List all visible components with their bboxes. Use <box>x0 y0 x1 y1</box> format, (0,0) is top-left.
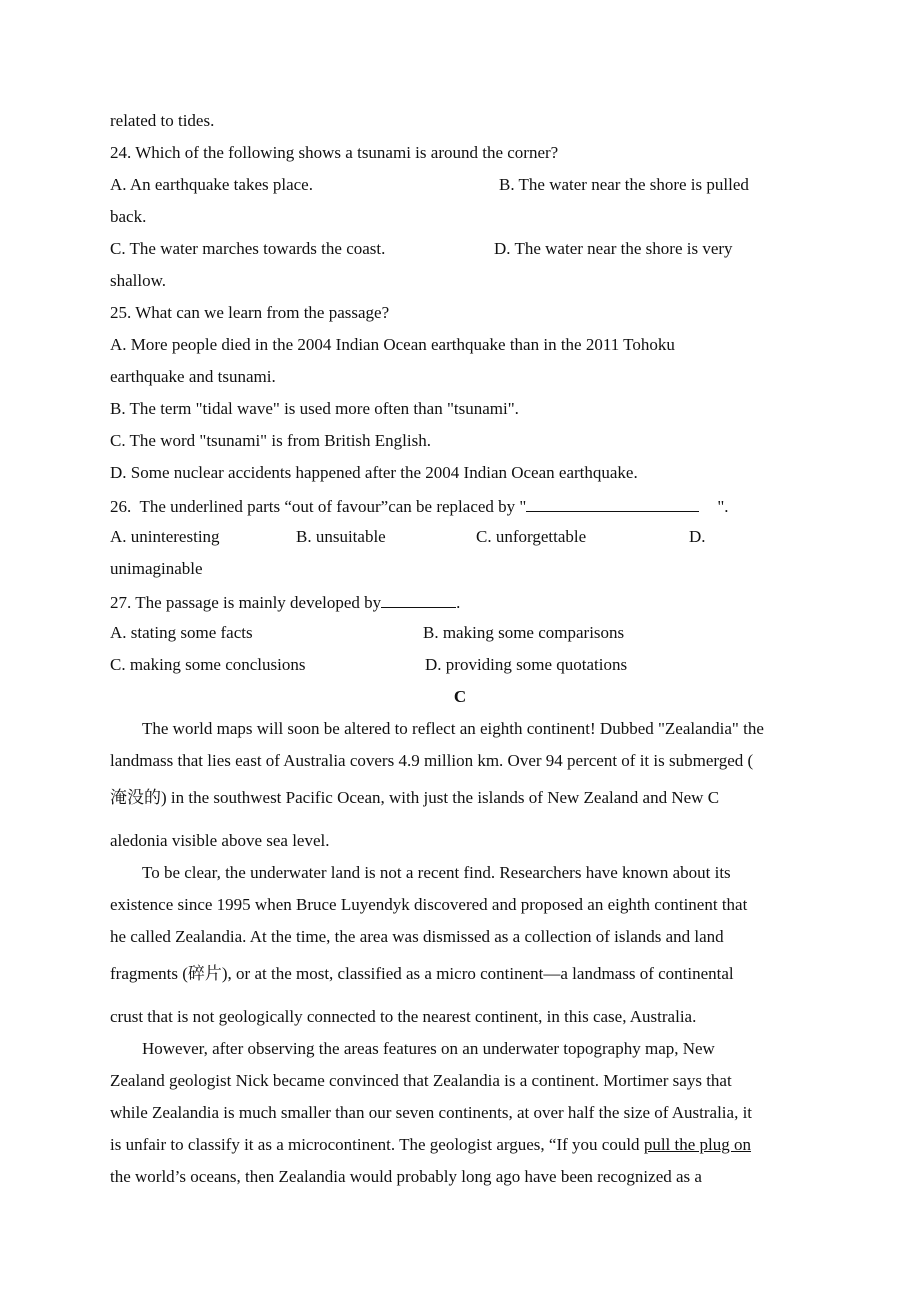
option-26a: A. uninteresting <box>110 527 220 546</box>
option-26d: D. <box>689 527 706 546</box>
question-27 <box>110 591 460 613</box>
question-27-end: . <box>456 593 461 612</box>
question-27-text: 27. The passage is mainly developed by <box>110 593 382 612</box>
paragraph-2-line-2: existence since 1995 when Bruce Luyendyk discovered and proposed an eighth continent that <box>110 895 748 914</box>
text-line: related to tides. <box>110 111 215 130</box>
option-26c: C. unforgettable <box>476 527 587 546</box>
option-24d: D. The water near the shore is very <box>494 239 733 258</box>
option-26d-continued: unimaginable <box>110 559 203 578</box>
option-25a-continued: earthquake and tsunami. <box>110 367 276 386</box>
option-24c: C. The water marches towards the coast. <box>110 239 386 258</box>
option-27c: C. making some conclusions <box>110 655 306 674</box>
option-27a: A. stating some facts <box>110 623 253 642</box>
paragraph-3-line-4-text: is unfair to classify it as a microcontinent. The geologist argues, “If you could <box>110 1135 644 1154</box>
paragraph-2-line-4: fragments (碎片), or at the most, classified as a micro continent—a landmass of continental <box>110 964 734 983</box>
option-25b: B. The term "tidal wave" is used more often than "tsunami". <box>110 399 519 418</box>
paragraph-3-line-1: However, after observing the areas features on an underwater topography map, New <box>142 1039 715 1058</box>
option-24b-continued: back. <box>110 207 147 226</box>
answer-blank-26 <box>526 495 699 512</box>
option-24a: A. An earthquake takes place. <box>110 175 313 194</box>
paragraph-3-line-4 <box>110 1135 751 1155</box>
option-25c: C. The word "tsunami" is from British English. <box>110 431 431 450</box>
paragraph-2-line-3: he called Zealandia. At the time, the area was dismissed as a collection of islands and land <box>110 927 724 946</box>
question-26-end: ". <box>717 497 729 516</box>
paragraph-3-line-5: the world’s oceans, then Zealandia would probably long ago have been recognized as a <box>110 1167 702 1186</box>
option-25a: A. More people died in the 2004 Indian Ocean earthquake than in the 2011 Tohoku <box>110 335 675 354</box>
paragraph-1-line-2: landmass that lies east of Australia covers 4.9 million km. Over 94 percent of it is submerged ( <box>110 751 754 770</box>
question-24: 24. Which of the following shows a tsunami is around the corner? <box>110 143 559 162</box>
paragraph-1-line-3: 淹没的) in the southwest Pacific Ocean, with just the islands of New Zealand and New C <box>110 788 720 807</box>
paragraph-3-line-2: Zealand geologist Nick became convinced that Zealandia is a continent. Mortimer says that <box>110 1071 732 1090</box>
paragraph-2-line-5: crust that is not geologically connected to the nearest continent, in this case, Australia. <box>110 1007 697 1026</box>
option-27d: D. providing some quotations <box>425 655 628 674</box>
question-26 <box>110 495 729 517</box>
option-27b: B. making some comparisons <box>423 623 625 642</box>
paragraph-3-line-3: while Zealandia is much smaller than our seven continents, at over half the size of Australia, it <box>110 1103 753 1122</box>
option-25d: D. Some nuclear accidents happened after the 2004 Indian Ocean earthquake. <box>110 463 638 482</box>
option-24d-continued: shallow. <box>110 271 167 290</box>
underlined-phrase: pull the plug on <box>643 1135 752 1154</box>
option-26b: B. unsuitable <box>296 527 386 546</box>
answer-blank-27 <box>381 591 456 608</box>
paragraph-1-line-4: aledonia visible above sea level. <box>110 831 330 850</box>
paragraph-2-line-1: To be clear, the underwater land is not a recent find. Researchers have known about its <box>142 863 731 882</box>
question-26-text: 26. The underlined parts “out of favour”can be replaced by " <box>110 497 527 516</box>
option-24b: B. The water near the shore is pulled <box>499 175 749 194</box>
section-heading: C <box>453 687 467 706</box>
paragraph-1-line-1: The world maps will soon be altered to reflect an eighth continent! Dubbed "Zealandia" the <box>142 719 764 738</box>
question-25: 25. What can we learn from the passage? <box>110 303 390 322</box>
